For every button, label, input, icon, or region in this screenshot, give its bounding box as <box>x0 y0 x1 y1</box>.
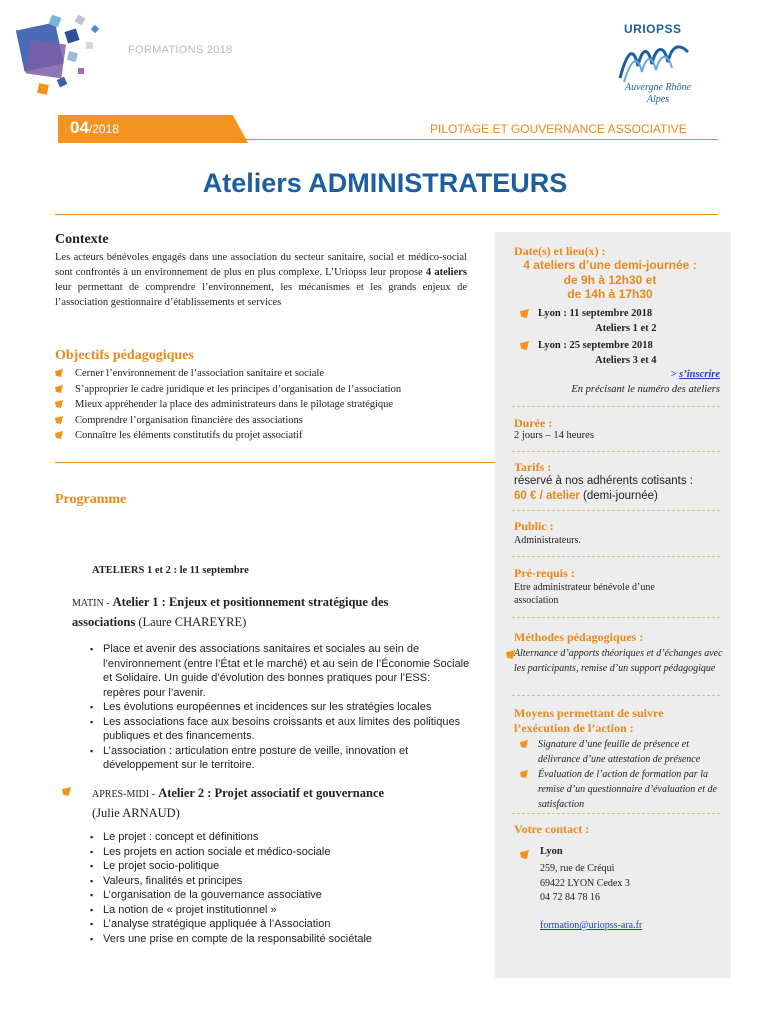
tarifs-suffix: (demi-journée) <box>579 489 658 502</box>
atelier-2-speaker: (Julie ARNAUD) <box>92 806 180 820</box>
inscrire-note: En précisant le numéro des ateliers <box>571 384 720 395</box>
orange-bullet-icon <box>62 787 71 796</box>
list-item <box>55 397 475 413</box>
list-item: ▪ L’analyse stratégique appliquée à l’Association <box>90 917 470 932</box>
orange-bullet-icon <box>520 850 529 859</box>
contexte-heading: Contexte <box>55 232 109 247</box>
list-item <box>55 366 475 382</box>
orange-bullet-icon <box>55 369 63 377</box>
atelier-1-speaker: (Laure CHAREYRE) <box>138 615 247 629</box>
orange-bullet-icon <box>55 416 63 424</box>
programme-heading: Programme <box>55 492 127 507</box>
sidebar-divider <box>512 451 720 452</box>
list-item <box>520 737 720 767</box>
sidebar-divider <box>512 813 720 814</box>
formations-label: FORMATIONS 2018 <box>128 44 233 56</box>
methodes-value: Alternance d’apports théoriques et d’échanges avec les participants, remise d’un support pédagogique <box>514 648 723 674</box>
objectif-text: S’approprier le cadre juridique et les principes d’organisation de l’association <box>75 383 402 395</box>
apres-midi-tag: APRES-MIDI - <box>92 789 156 800</box>
inscrire-prefix: > <box>670 369 680 380</box>
sidebar-divider <box>512 695 720 696</box>
contexte-text-before: Les acteurs bénévoles engagés dans une association du secteur sanitaire, social et médico-social sont confrontés à un environnement de plus en plus complexe. L’Uriopss leur propose <box>55 252 467 278</box>
topic-label: PILOTAGE ET GOUVERNANCE ASSOCIATIVE <box>430 122 687 136</box>
dates-heading: Date(s) et lieu(x) : <box>514 244 606 258</box>
section-rule <box>55 462 495 463</box>
page-title: Ateliers ADMINISTRATEURS <box>202 168 568 198</box>
tarifs-price: 60 € / atelier <box>514 489 580 502</box>
session-2-ateliers: Ateliers 3 et 4 <box>595 355 657 366</box>
tarifs-value <box>514 474 724 503</box>
list-item <box>55 428 475 444</box>
issue-month: 04 <box>70 118 89 137</box>
list-item: ▪ Vers une prise en compte de la responsabilité sociétale <box>90 932 470 947</box>
objectifs-list <box>55 366 475 444</box>
contact-city: Lyon <box>540 846 563 857</box>
dates-line: de 14h à 17h30 <box>567 287 653 301</box>
contact-heading: Votre contact : <box>514 822 590 836</box>
list-item: ▪ L’association : articulation entre posture de veille, innovation et développement sur le territoire. <box>90 744 470 773</box>
list-item: ▪ Le projet socio-politique <box>90 859 470 874</box>
issue-year: /2018 <box>88 122 119 136</box>
ateliers-heading: ATELIERS 1 et 2 : le 11 septembre <box>92 565 249 576</box>
session-1-ateliers: Ateliers 1 et 2 <box>595 323 657 334</box>
prerequis-heading: Pré-requis : <box>514 566 575 580</box>
list-item: ▪ Les associations face aux besoins croissants et aux limites des politiques publiques et des financements. <box>90 715 470 744</box>
duree-value: 2 jours – 14 heures <box>514 430 594 441</box>
atelier-1-list <box>90 642 470 773</box>
issue-date <box>70 118 119 138</box>
list-item: ▪ Place et avenir des associations sanitaires et sociales au sein de l’environnement (entre l’État et le marché) et au sein de l’Économie Sociale et Solidaire. Un guide d’évolution des bonnes pratiques pour l’ESS: repères pour l’avenir. <box>90 642 470 700</box>
atelier-2-list <box>90 830 470 946</box>
title-rule <box>55 214 718 215</box>
atelier-1-heading <box>72 593 417 631</box>
atelier-2-heading <box>92 784 432 822</box>
logo-waves-icon <box>616 38 696 84</box>
objectif-text: Cerner l’environnement de l’association sanitaire et sociale <box>75 368 324 379</box>
matin-tag: MATIN - <box>72 598 110 609</box>
contact-address <box>540 862 630 906</box>
objectif-text: Connaître les éléments constitutifs du projet associatif <box>75 430 303 441</box>
list-item: ▪ Le projet : concept et définitions <box>90 830 470 845</box>
inscrire-link[interactable]: s’inscrire <box>679 369 720 380</box>
list-item: ▪ Les projets en action sociale et médico-sociale <box>90 845 470 860</box>
dates-line: 4 ateliers d’une demi-journée : <box>523 258 697 272</box>
session-2-location: Lyon : 25 septembre 2018 <box>538 340 653 351</box>
moyens-text: Signature d’une feuille de présence et délivrance d’une attestation de présence <box>538 739 701 765</box>
list-item <box>55 382 475 398</box>
logo-brand: URIOPSS <box>624 22 682 36</box>
list-item <box>55 413 475 429</box>
objectif-text: Mieux appréhender la place des administrateurs dans le pilotage stratégique <box>75 399 394 410</box>
tarifs-line: réservé à nos adhérents cotisants : <box>514 475 693 487</box>
list-item: ▪ Valeurs, finalités et principes <box>90 874 470 889</box>
orange-bullet-icon <box>55 431 63 439</box>
objectif-text: Comprendre l’organisation financière des associations <box>75 414 303 426</box>
moyens-list <box>520 737 720 812</box>
methodes-heading: Méthodes pédagogiques : <box>514 630 644 644</box>
list-item: ▪ Les évolutions européennes et incidences sur les stratégies locales <box>90 700 470 715</box>
dates-line: de 9h à 12h30 et <box>563 272 657 287</box>
sidebar-divider <box>512 510 720 511</box>
contexte-paragraph <box>55 250 467 310</box>
uriopss-logo <box>612 22 700 116</box>
contexte-text-bold: 4 ateliers <box>425 267 467 278</box>
orange-bullet-icon <box>55 400 63 408</box>
list-item: ▪ La notion de « projet institutionnel » <box>90 903 470 918</box>
orange-bullet-icon <box>520 341 529 350</box>
orange-bullet-icon <box>520 770 528 778</box>
moyens-text: Évaluation de l’action de formation par la remise d’un questionnaire d’évaluation et de satisfaction <box>538 769 717 810</box>
dates-summary <box>500 258 720 302</box>
contexte-text-after: leur permettant de comprendre l’environnement, les mécanismes et les grands enjeux de l’association gestionnaire d’établissements et services <box>55 282 467 308</box>
header-rule <box>238 139 718 140</box>
sidebar-divider <box>512 617 720 618</box>
inscrire-row <box>600 369 720 380</box>
tarifs-heading: Tarifs : <box>514 460 552 474</box>
atelier-2-title: Atelier 2 : Projet associatif et gouvernance <box>158 786 385 800</box>
formations-logo <box>10 8 120 118</box>
duree-heading: Durée : <box>514 416 553 430</box>
contact-email-row <box>540 920 642 931</box>
sidebar-divider <box>512 556 720 557</box>
contact-phone: 04 72 84 78 16 <box>540 892 600 903</box>
contact-street: 259, rue de Créqui <box>540 863 615 874</box>
session-1-location: Lyon : 11 septembre 2018 <box>538 308 653 319</box>
atelier-1-title: Atelier 1 : Enjeux et positionnement stratégique des associations <box>72 595 389 629</box>
orange-bullet-icon <box>520 309 529 318</box>
orange-bullet-icon <box>520 740 528 748</box>
moyens-heading: Moyens permettant de suivre l’exécution de l’action : <box>514 706 664 735</box>
prerequis-value: Etre administrateur bénévole d’une association <box>514 582 655 606</box>
sidebar-divider <box>512 406 720 407</box>
list-item: ▪ L’organisation de la gouvernance associative <box>90 888 470 903</box>
contact-postal: 69422 LYON Cedex 3 <box>540 877 630 889</box>
public-heading: Public : <box>514 519 554 533</box>
objectifs-heading: Objectifs pédagogiques <box>55 348 194 363</box>
public-value: Administrateurs. <box>514 535 581 546</box>
logo-region: Auvergne Rhône Alpes <box>625 82 691 105</box>
orange-bullet-icon <box>55 385 63 393</box>
list-item <box>520 767 720 812</box>
contact-email-link[interactable]: formation@uriopss-ara.fr <box>540 920 643 931</box>
